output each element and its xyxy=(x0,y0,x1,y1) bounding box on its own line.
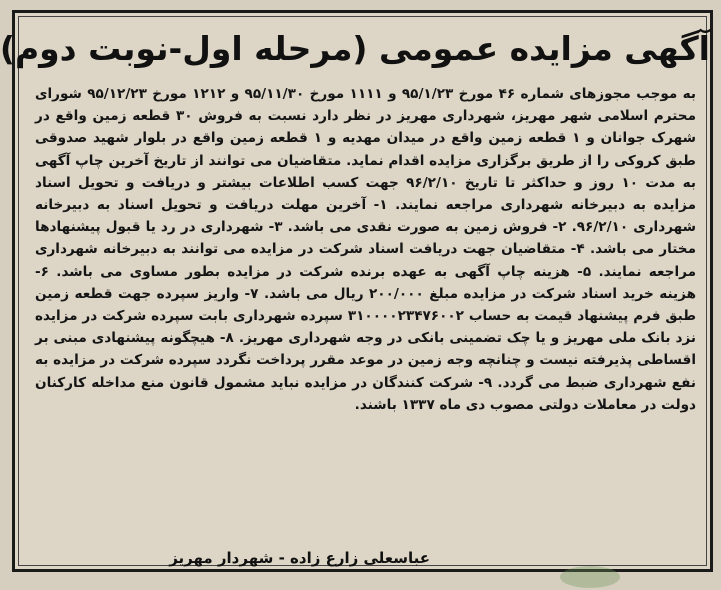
notice-frame xyxy=(0,10,713,572)
notice-body: به موجب مجوزهای شماره ۴۶ مورخ ۹۵/۱/۲۳ و ۱۱۱۱ مورخ ۹۵/۱۱/۳۰ و ۱۲۱۲ مورخ ۹۵/۱۲/۲۳ شورای محترم اسلامی شهر مهریز، شهرداری مهریز در نظر دارد نسبت به فروش ۳۰ قطعه زمین واقع در شهرک جوانان و ۱ قطعه زمین واقع در میدان مهدیه و ۱ قطعه زمین واقع در بلوار شهید صدوقی طبق کروکی را از طریق برگزاری مزایده اقدام نماید. متقاضیان می توانند از تاریخ آخرین چاپ آگهی به مدت ۱۰ روز و حداکثر تا تاریخ ۹۶/۲/۱۰ جهت کسب اطلاعات بیشتر و دریافت و تحویل اسناد مزایده به دبیرخانه شهرداری مراجعه نمایند. ۱- آخرین مهلت دریافت و تحویل اسناد به دبیرخانه شهرداری ۹۶/۲/۱۰. ۲- فروش زمین به صورت نقدی می باشد. ۳- شهرداری در رد یا قبول پیشنهادها مختار می باشد. ۴- متقاضیان جهت دریافت اسناد شرکت در مزایده می توانند به دبیرخانه شهرداری مراجعه نمایند. ۵- هزینه چاپ آگهی به عهده برنده شرکت در مزایده بطور مساوی می باشد. ۶- هزینه خرید اسناد شرکت در مزایده مبلغ ۲۰۰/۰۰۰ ریال می باشد. ۷- واریز سپرده جهت قطعه زمین طبق فرم پیشنهاد قیمت به حساب ۳۱۰۰۰۰۲۳۴۷۶۰۰۲ سپرده شهرداری بابت سپرده شرکت در مزایده نزد بانک ملی مهریز و یا چک تضمینی بانکی در وجه شهرداری مهریز. ۸- هیچگونه پیشنهادی مبنی بر اقساطی پذیرفته نیست و چنانچه وجه زمین در موعد مقرر پرداخت نگردد سپرده شرکت در مزایده به نفع شهرداری ضبط می گردد. ۹- شرکت کنندگان در مزایده نباید مشمول قانون منع مداخله کارکنان دولت در معاملات دولتی مصوب دی ماه ۱۳۳۷ باشند. xyxy=(35,86,697,413)
notice-signature: عباسعلی زارع زاده - شهردار مهریز xyxy=(169,549,430,567)
paper-stain xyxy=(560,566,620,588)
notice-title: آگهی مزایده عمومی (مرحله اول-نوبت دوم) xyxy=(0,29,710,68)
